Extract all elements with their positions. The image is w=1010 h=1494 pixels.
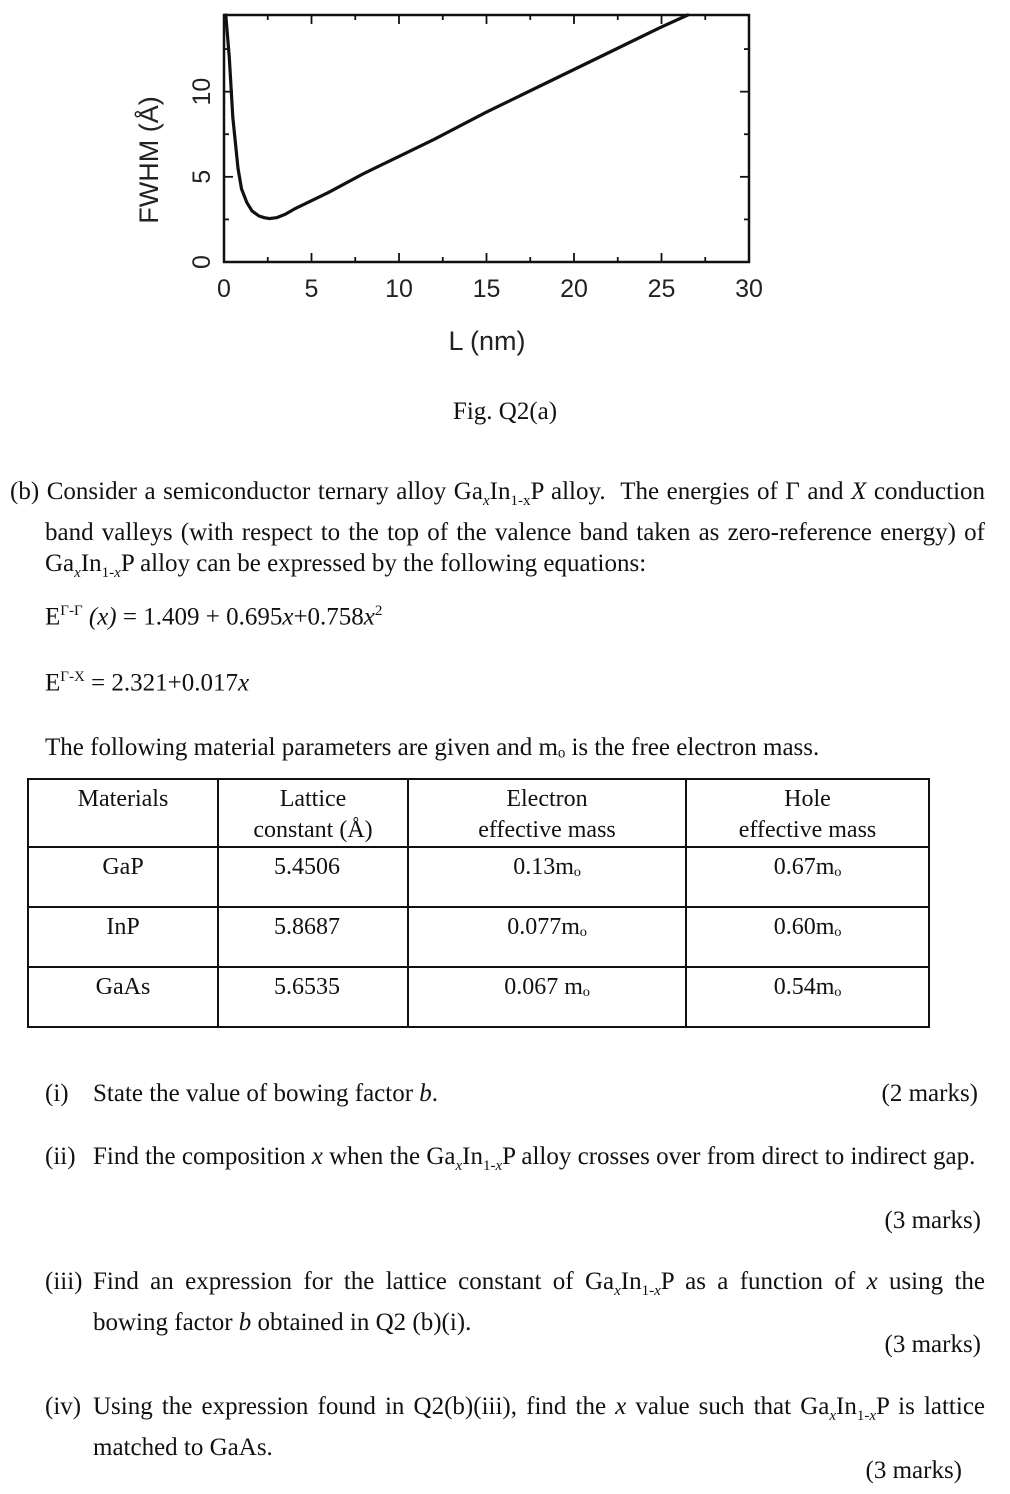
question-iii: (iii) Find an expression for the lattice constant of $Ga_xIn_{1-x}P$ as a function of x using the bowing factor b obtained in Q2 (b)(i). (3 marks) — [45, 1268, 985, 1358]
x-tick-label: 30 — [735, 275, 763, 303]
table-cell: 5.8687 — [218, 907, 408, 967]
table-cell: 0.60mₒ — [686, 907, 929, 967]
marks-i: (2 marks) — [881, 1080, 978, 1107]
material-parameters-table — [27, 778, 930, 1028]
y-tick-label: 10 — [188, 77, 216, 106]
marks-iv: (3 marks) — [865, 1457, 962, 1484]
chart-axes — [224, 15, 749, 262]
header-materials: Materials — [28, 779, 218, 847]
table-cell: 0.067 mₒ — [408, 967, 686, 1027]
question-i: (i) State the value of bowing factor b. (2 marks) — [45, 1080, 978, 1107]
equation-gamma-gamma: $E^{\Gamma-\Gamma}$ $(x) = 1.409 + 0.695x+0.758x^2$ — [45, 603, 383, 631]
chart-ticks — [188, 15, 763, 303]
table-row — [28, 847, 929, 907]
table-cell: GaAs — [28, 967, 218, 1027]
table-row — [28, 907, 929, 967]
table-header-row — [28, 779, 929, 847]
fwhm-chart — [0, 0, 1010, 370]
header-hole-mass: Hole effective mass — [686, 779, 929, 847]
x-tick-label: 10 — [385, 275, 413, 303]
table-row — [28, 967, 929, 1027]
question-ii: (ii) Find the composition x when the $Ga_xIn_{1-x}P$ alloy crosses over from direct to indirect gap. (3 marks) — [45, 1143, 981, 1234]
x-tick-label: 0 — [217, 275, 231, 303]
params-intro: The following material parameters are given and mₒ is the free electron mass. — [45, 734, 820, 761]
x-axis-label: L (nm) — [448, 326, 526, 356]
fwhm-curve — [226, 15, 688, 219]
table-cell: GaP — [28, 847, 218, 907]
table-cell: InP — [28, 907, 218, 967]
header-electron-mass: Electron effective mass — [408, 779, 686, 847]
y-tick-label: 5 — [188, 169, 216, 184]
x-tick-label: 15 — [472, 275, 501, 303]
equation-gamma-x: $E^{\Gamma-X} = 2.321+0.017x$ — [45, 669, 250, 697]
x-tick-label: 25 — [647, 275, 676, 303]
y-tick-label: 0 — [188, 255, 216, 269]
x-tick-label: 5 — [304, 275, 319, 303]
table-cell: 5.4506 — [218, 847, 408, 907]
part-b-label: (b) — [10, 478, 40, 505]
part-b-intro: (b) Consider a semiconductor ternary alloy $Ga_xIn_{1-x}P$ alloy. The energies of Γ and X conduction band valleys (with respect to the top of the valence band taken as zero-reference energy) of $Ga_xIn_{1-x}P$ alloy can be expressed by the following equations: — [10, 478, 986, 581]
table-cell: 0.13mₒ — [408, 847, 686, 907]
question-iv: (iv) Using the expression found in Q2(b)(iii), find the x value such that $Ga_xIn_{1-x}P$ is lattice matched to GaAs. (3 marks) — [45, 1393, 986, 1484]
marks-ii: (3 marks) — [884, 1207, 981, 1234]
table-cell: 0.077mₒ — [408, 907, 686, 967]
figure-caption: Fig. Q2(a) — [452, 398, 558, 425]
table-cell: 0.54mₒ — [686, 967, 929, 1027]
table-cell: 5.6535 — [218, 967, 408, 1027]
marks-iii: (3 marks) — [884, 1331, 981, 1358]
header-lattice: Lattice constant (Å) — [218, 779, 408, 847]
y-axis-label: FWHM (Å) — [134, 96, 164, 224]
chart-series — [226, 15, 688, 219]
plot-frame — [224, 15, 749, 262]
x-tick-label: 20 — [560, 275, 588, 303]
table-cell: 0.67mₒ — [686, 847, 929, 907]
